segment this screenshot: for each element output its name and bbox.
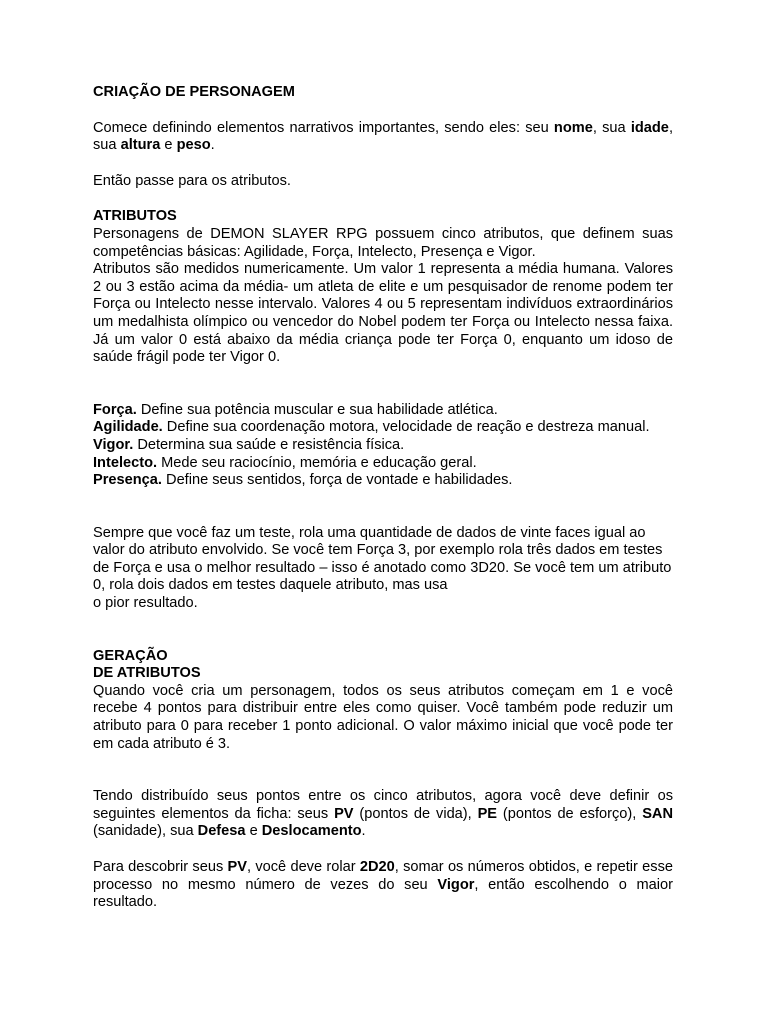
section-heading-atributos-2: DE ATRIBUTOS xyxy=(93,665,201,682)
page-title: CRIAÇÃO DE PERSONAGEM xyxy=(93,84,295,100)
definition-agilidade: Agilidade. Define sua coordenação motora, velocidade de reação e destreza manual. xyxy=(93,419,650,436)
pv-paragraph: Para descobrir seus PV, você deve rolar 2D20, somar os números obtidos, e repetir esse processo no mesmo número de vezes do seu Vigor, então escolhendo o maior resultado. xyxy=(93,859,673,911)
section-heading-atributos: ATRIBUTOS xyxy=(93,208,177,225)
teste-paragraph-end: o pior resultado. xyxy=(93,595,198,612)
definition-forca: Força. Define sua potência muscular e sua habilidade atlética. xyxy=(93,401,498,418)
document-page xyxy=(93,84,673,912)
teste-paragraph: Sempre que você faz um teste, rola uma quantidade de dados de vinte faces igual ao valor do atributo envolvido. Se você tem Força 3, por exemplo rola três dados em testes de Força e usa o melhor resultado – isso é anotado como 3D20. Se você tem um atributo 0, rola dois dados em testes daquele atributo, mas usa xyxy=(93,524,672,594)
atributos-paragraph-2: Atributos são medidos numericamente. Um valor 1 representa a média humana. Valores 2 ou 3 estão acima da média- um atleta de elite e um pesquisador de renome podem ter Força ou Intelecto nesse intervalo. Valores 4 ou 5 representam indivíduos extraordinários um medalhista olímpico ou vencedor do Nobel podem ter Força ou Intelecto nessa faixa. Já um valor 0 está abaixo da média criança pode ter Força 0, enquanto um idoso de saúde frágil pode ter Vigor 0. xyxy=(93,261,673,366)
intro-paragraph: Comece definindo elementos narrativos importantes, sendo eles: seu nome, sua idade, sua altura e peso. xyxy=(93,119,673,154)
definition-vigor: Vigor. Determina sua saúde e resistência física. xyxy=(93,436,405,453)
intro-paragraph-2: Então passe para os atributos. xyxy=(93,172,291,189)
ficha-paragraph: Tendo distribuído seus pontos entre os cinco atributos, agora você deve definir os seguintes elementos da ficha: seus PV (pontos de vida), PE (pontos de esforço), SAN (sanidade), sua Defesa e Deslocamento. xyxy=(93,788,673,840)
attribute-definition-list xyxy=(93,402,673,490)
definition-presenca: Presença. Define seus sentidos, força de vontade e habilidades. xyxy=(93,472,513,489)
geracao-paragraph: Quando você cria um personagem, todos os seus atributos começam em 1 e você recebe 4 pontos para distribuir entre eles como quiser. Você também pode reduzir um atributo para 0 para receber 1 ponto adicional. O valor máximo inicial que você pode ter em cada atributo é 3. xyxy=(93,682,673,752)
section-heading-geracao: GERAÇÃO xyxy=(93,647,168,664)
definition-intelecto: Intelecto. Mede seu raciocínio, memória e educação geral. xyxy=(93,454,477,471)
atributos-paragraph-1: Personagens de DEMON SLAYER RPG possuem cinco atributos, que definem suas competências básicas: Agilidade, Força, Intelecto, Presença e Vigor. xyxy=(93,225,673,260)
